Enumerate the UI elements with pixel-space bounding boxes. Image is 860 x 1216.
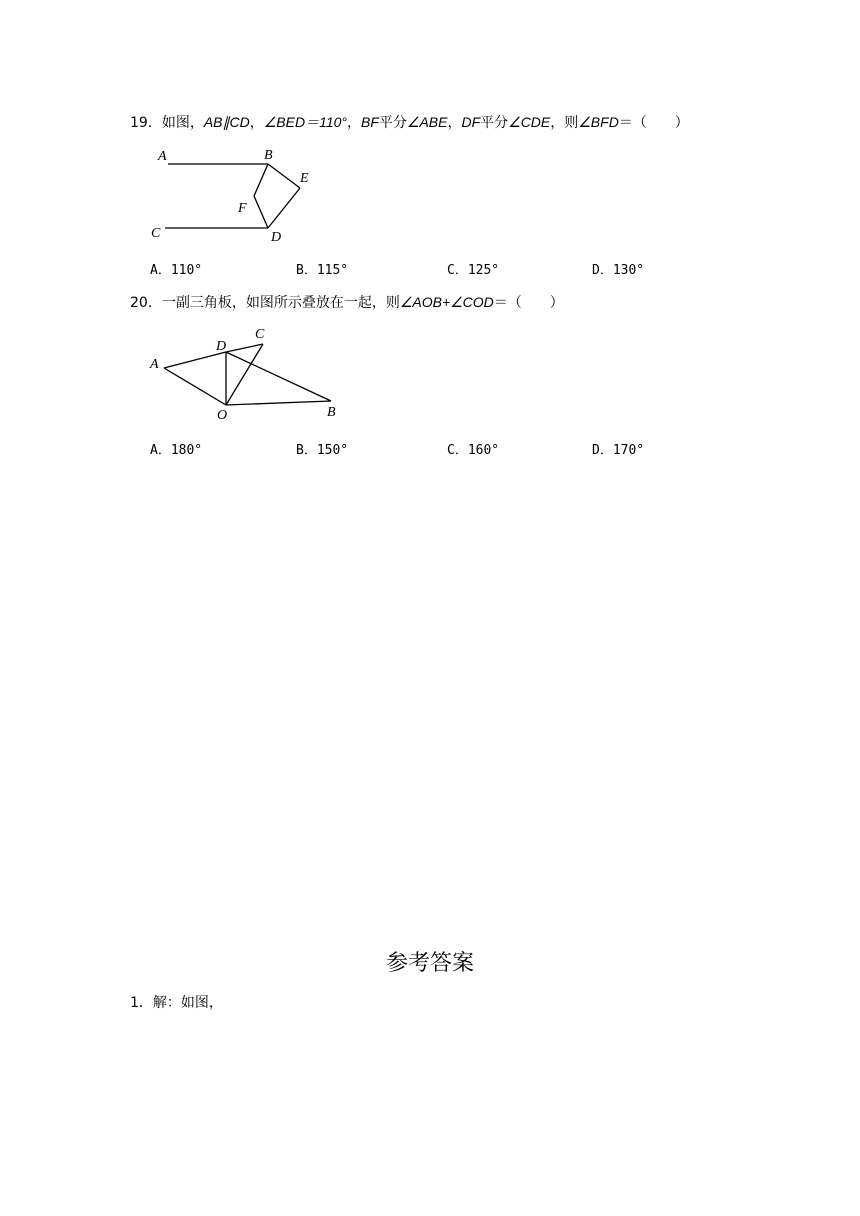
point-label-a: A (158, 149, 167, 164)
point-label-c: C (151, 226, 161, 241)
point-label-d: D (216, 339, 227, 354)
option-19-b[interactable]: B．115° (296, 263, 349, 278)
point-label-e: E (300, 171, 309, 186)
question-20-figure (140, 320, 350, 425)
segment-fd (254, 196, 268, 228)
option-20-d[interactable]: D．170° (592, 443, 645, 458)
option-20-b[interactable]: B．150° (296, 443, 349, 458)
segment-be (268, 164, 300, 188)
segment-dc (226, 344, 263, 352)
point-label-c: C (255, 327, 265, 342)
option-19-c[interactable]: C．125° (447, 263, 500, 278)
segment-db (226, 352, 331, 401)
segment-ob (226, 401, 331, 405)
answers-heading: 参考答案 (385, 951, 474, 976)
point-label-b: B (264, 148, 273, 163)
segment-ad (164, 352, 226, 368)
question-20-text: 20．一副三角板，如图所示叠放在一起，则∠AOB+∠COD＝（ ） (130, 294, 564, 311)
option-20-a[interactable]: A．180° (150, 443, 203, 458)
question-19-text: 19．如图，AB∥CD，∠BED＝110°，BF平分∠ABE，DF平分∠CDE，则∠BFD＝（ ） (130, 114, 689, 131)
point-label-a: A (150, 357, 159, 372)
option-19-d[interactable]: D．130° (592, 263, 645, 278)
option-19-a[interactable]: A．110° (150, 263, 203, 278)
question-19-figure (140, 140, 340, 250)
segment-co (226, 344, 263, 405)
segment-ao (164, 368, 226, 405)
segment-bf (254, 164, 268, 196)
answer-1-intro: 1．解：如图， (130, 995, 223, 1011)
segment-ed (268, 188, 300, 228)
point-label-f: F (238, 201, 247, 216)
option-20-c[interactable]: C．160° (447, 443, 500, 458)
point-label-b: B (327, 405, 336, 420)
point-label-d: D (271, 230, 282, 245)
point-label-o: O (217, 408, 228, 423)
